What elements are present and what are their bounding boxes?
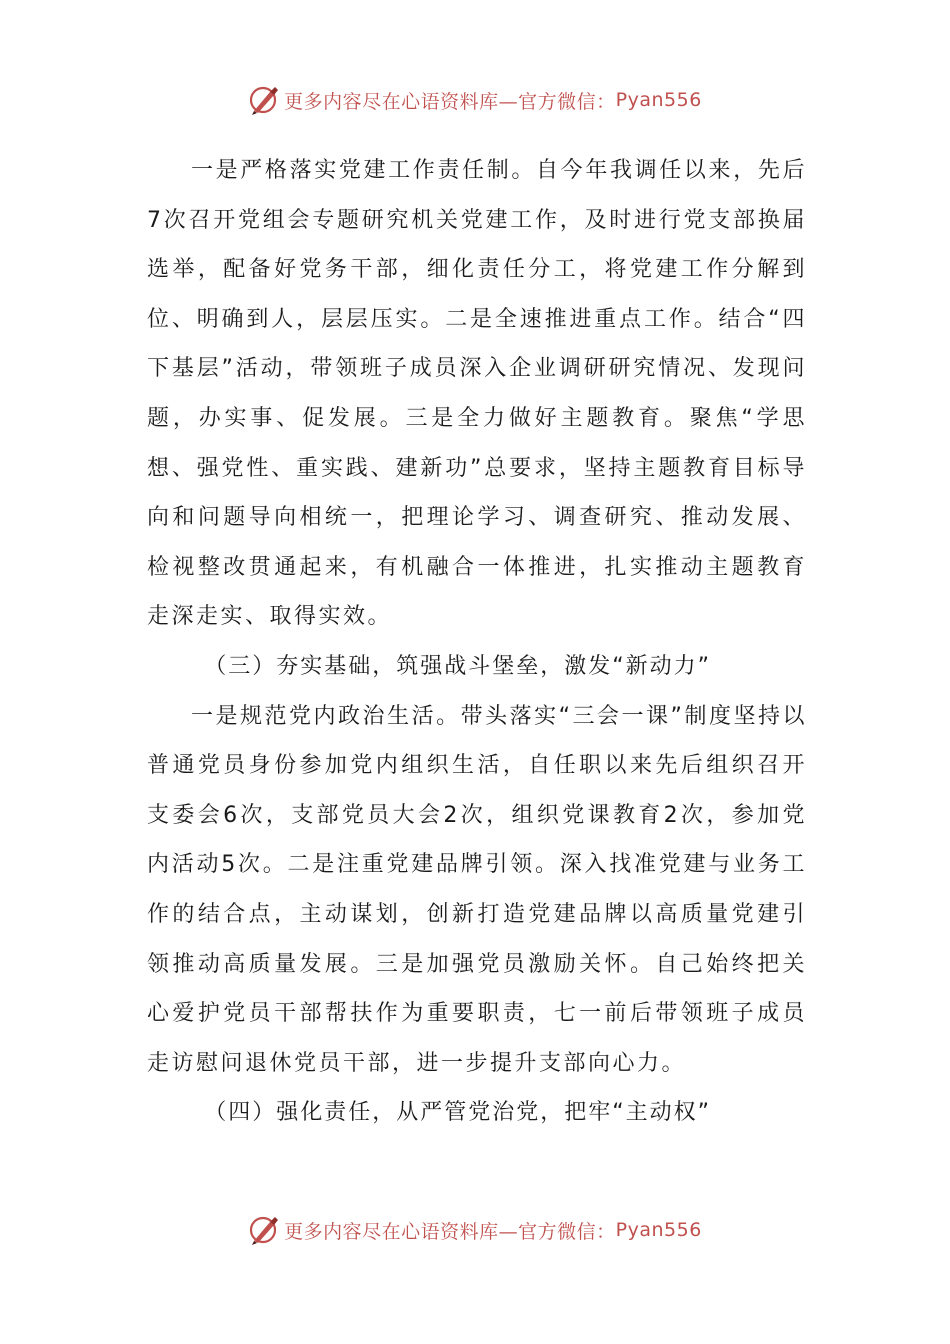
section-heading-3: （三）夯实基础，筑强战斗堡垒，激发“新动力” (204, 653, 711, 679)
watermark-banner-top (0, 80, 950, 120)
pen-circle-logo-icon (248, 84, 280, 116)
paragraph-1: 一是严格落实党建工作责任制。自今年我调任以来，先后7次召开党组会专题研究机关党建工作，及时进行党支部换届选举，配备好党务干部，细化责任分工，将党建工作分解到位、明确到人，层层压实。二是全速推进重点工作。结合“四下基层”活动，带领班子成员深入企业调研研究情况、发现问题，办实事、促发展。三是全力做好主题教育。聚焦“学思想、强党性、重实践、建新功”总要求，坚持主题教育目标导向和问题导向相统一，把理论学习、调查研究、推动发展、检视整改贯通起来，有机融合一体推进，扎实推动主题教育走深走实、取得实效。 (147, 158, 807, 630)
watermark-text: 更多内容尽在心语资料库—官方微信： (284, 1220, 616, 1243)
document-body (147, 146, 807, 1138)
watermark-banner-bottom (0, 1210, 950, 1250)
watermark-handle: Pyan556 (615, 89, 702, 111)
paragraph-2: 一是规范党内政治生活。带头落实“三会一课”制度坚持以普通党员身份参加党内组织生活，自任职以来先后组织召开支委会6次，支部党员大会2次，组织党课教育2次，参加党内活动5次。二是注重党建品牌引领。深入找准党建与业务工作的结合点，主动谋划，创新打造党建品牌以高质量党建引领推动高质量发展。三是加强党员激励关怀。自己始终把关心爱护党员干部帮扶作为重要职责，七一前后带领班子成员走访慰问退休党员干部，进一步提升支部向心力。 (147, 703, 807, 1076)
pen-circle-logo-icon (248, 1214, 280, 1246)
watermark-text: 更多内容尽在心语资料库—官方微信： (284, 90, 616, 113)
section-heading-4: （四）强化责任，从严管党治党，把牢“主动权” (204, 1100, 711, 1126)
watermark-handle: Pyan556 (615, 1219, 702, 1241)
